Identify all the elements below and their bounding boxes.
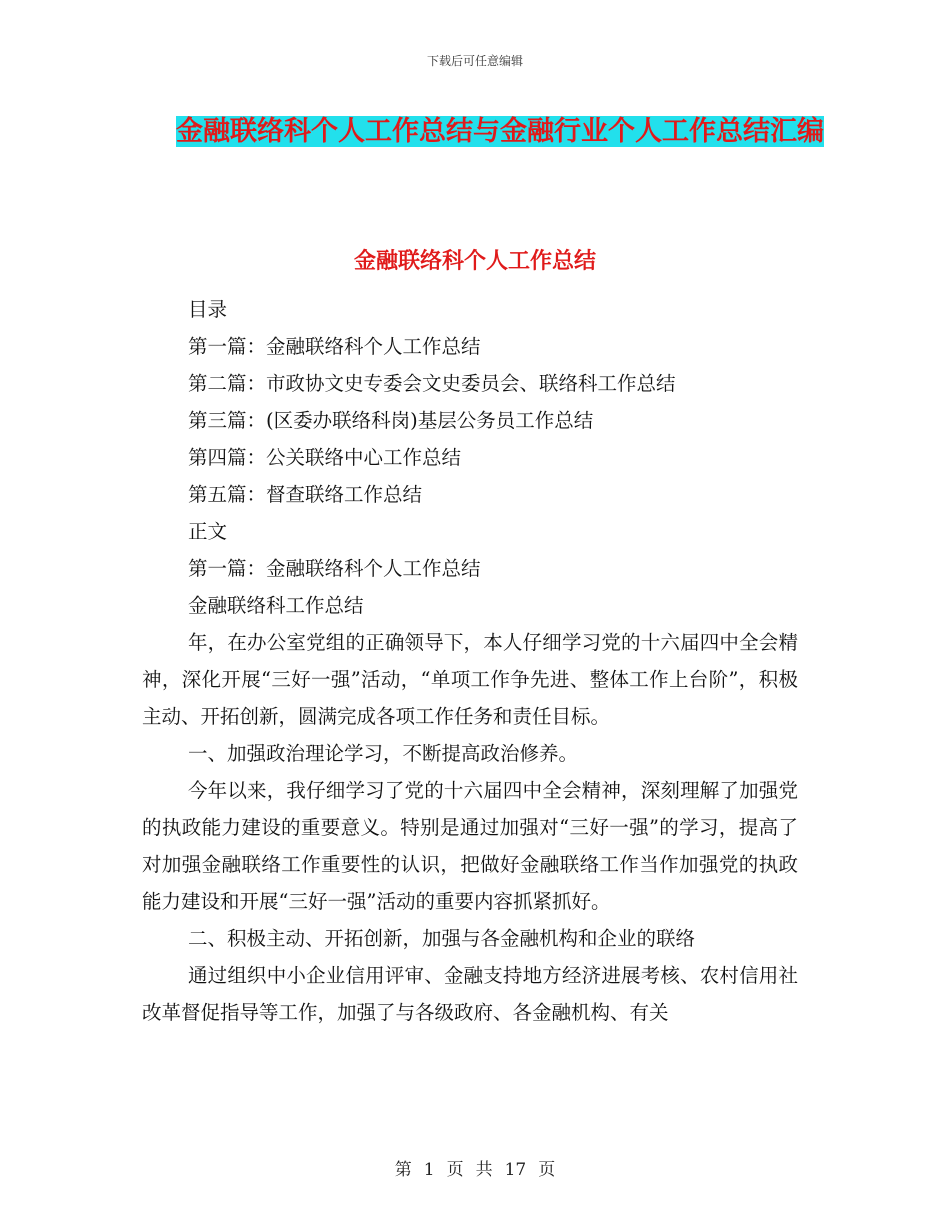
section-heading: 金融联络科个人工作总结 [353, 249, 596, 274]
toc-item: 第一篇：金融联络科个人工作总结 [188, 335, 481, 358]
toc-item: 第三篇：(区委办联络科岗)基层公务员工作总结 [188, 409, 594, 432]
document-body [142, 291, 798, 1031]
paragraph-heading: 一、加强政治理论学习，不断提高政治修养。 [188, 742, 579, 765]
section-subtitle: 金融联络科工作总结 [188, 594, 364, 617]
document-title-text: 金融联络科个人工作总结与金融行业个人工作总结汇编 [176, 116, 824, 147]
footer-total-pages: 17 [504, 1160, 527, 1180]
toc-item: 第二篇：市政协文史专委会文史委员会、联络科工作总结 [188, 372, 676, 395]
toc-item: 第四篇：公关联络中心工作总结 [188, 446, 462, 469]
footer-page-number: 1 [423, 1160, 435, 1180]
paragraph: 今年以来，我仔细学习了党的十六届四中全会精神，深刻理解了加强党的执政能力建设的重要意义。特别是通过加强对“三好一强”的学习，提高了对加强金融联络工作重要性的认识，把做好金融联络工作当作加强党的执政能力建设和开展“三好一强”活动的重要内容抓紧抓好。 [142, 779, 798, 913]
toc-label: 目录 [188, 298, 228, 321]
footer-page-prefix: 第 [394, 1160, 412, 1180]
document-title [140, 108, 860, 156]
section-title: 第一篇：金融联络科个人工作总结 [188, 557, 481, 580]
body-label: 正文 [188, 520, 228, 543]
paragraph-heading: 二、积极主动、开拓创新，加强与各金融机构和企业的联络 [188, 927, 696, 950]
footer-page-suffix: 页 [446, 1160, 464, 1180]
page-footer [0, 1155, 950, 1180]
header-note: 下载后可任意编辑 [426, 54, 523, 68]
footer-total-prefix: 共 [475, 1160, 493, 1180]
toc-item: 第五篇：督查联络工作总结 [188, 483, 423, 506]
paragraph: 通过组织中小企业信用评审、金融支持地方经济进展考核、农村信用社改革督促指导等工作，加强了与各级政府、各金融机构、有关 [142, 964, 798, 1024]
paragraph: 年，在办公室党组的正确领导下，本人仔细学习党的十六届四中全会精神，深化开展“三好一强”活动，“单项工作争先进、整体工作上台阶”，积极主动、开拓创新，圆满完成各项工作任务和责任目标。 [142, 631, 798, 728]
footer-total-suffix: 页 [538, 1160, 556, 1180]
